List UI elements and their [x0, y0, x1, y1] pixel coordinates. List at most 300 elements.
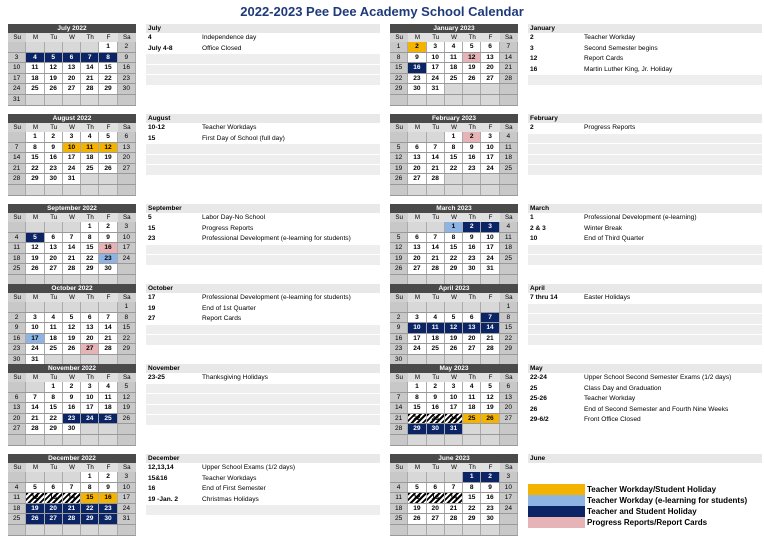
- day-cell: 28: [8, 174, 26, 184]
- day-cell: [481, 435, 499, 445]
- day-cell: [445, 174, 463, 184]
- day-cell: 9: [463, 143, 481, 153]
- day-cell: 12: [408, 493, 426, 503]
- day-cell: 24: [26, 344, 44, 354]
- month-calendar: [8, 284, 136, 366]
- month-calendar: [8, 24, 136, 106]
- day-cell: 8: [45, 393, 63, 403]
- day-cell: [500, 525, 518, 535]
- day-cell: [390, 95, 408, 105]
- day-cell: 23: [427, 414, 445, 424]
- weekday-label: Th: [468, 214, 476, 221]
- event-row-empty: [146, 505, 380, 516]
- weekday-label: Th: [86, 124, 94, 131]
- day-cell: [463, 174, 481, 184]
- day-cell: [99, 174, 117, 184]
- day-cell: 9: [99, 483, 117, 493]
- weekday-label: M: [32, 374, 38, 381]
- month-header: July 2022: [8, 24, 136, 33]
- day-cell: 1: [45, 382, 63, 392]
- event-row: [528, 394, 762, 405]
- day-cell: 23: [99, 504, 117, 514]
- event-row-empty: [528, 134, 762, 145]
- day-cell: 1: [463, 472, 481, 482]
- day-cell: 20: [427, 504, 445, 514]
- day-cell: 15: [81, 243, 99, 253]
- day-cell: [445, 95, 463, 105]
- day-cell: 9: [481, 483, 499, 493]
- week-row: [390, 143, 518, 154]
- weekday-label: F: [488, 214, 493, 221]
- day-cell: 15: [445, 243, 463, 253]
- day-cell: 10: [63, 143, 81, 153]
- day-cell: 22: [81, 254, 99, 264]
- day-cell: [8, 132, 26, 142]
- day-cell: 17: [445, 403, 463, 413]
- day-cell: [500, 185, 518, 195]
- event-row-empty: [528, 335, 762, 346]
- day-cell: 20: [63, 74, 81, 84]
- week-row: [8, 222, 136, 233]
- day-cell: [8, 42, 26, 52]
- day-cell: 2: [463, 132, 481, 142]
- day-cell: 6: [408, 233, 426, 243]
- day-cell: 13: [427, 493, 445, 503]
- events-month-header: September: [146, 204, 380, 213]
- week-row: [390, 95, 518, 106]
- day-cell: 25: [500, 164, 518, 174]
- day-cell: 4: [26, 53, 44, 63]
- events-month-header: February: [528, 114, 762, 123]
- weekday-header: [8, 123, 136, 132]
- day-cell: 28: [63, 264, 81, 274]
- legend-label: Teacher and Student Holiday: [587, 507, 697, 516]
- day-cell: [408, 95, 426, 105]
- event-row: [146, 234, 380, 245]
- weekday-label: F: [488, 374, 493, 381]
- day-cell: 19: [445, 334, 463, 344]
- day-cell: 29: [26, 174, 44, 184]
- day-cell: 18: [26, 74, 44, 84]
- day-cell: [45, 525, 63, 535]
- events-month-header: January: [528, 24, 762, 33]
- weekday-label: M: [32, 294, 38, 301]
- day-cell: 19: [463, 63, 481, 73]
- weekday-label: Sa: [500, 463, 518, 472]
- day-cell: 22: [463, 504, 481, 514]
- day-cell: 24: [408, 344, 426, 354]
- event-row-empty: [528, 304, 762, 315]
- day-cell: [390, 382, 408, 392]
- day-cell: 27: [481, 74, 499, 84]
- month-header: June 2023: [390, 454, 518, 463]
- month-header: November 2022: [8, 364, 136, 373]
- day-cell: 5: [118, 382, 136, 392]
- day-cell: 21: [445, 504, 463, 514]
- day-cell: 18: [390, 504, 408, 514]
- day-cell: [118, 95, 136, 105]
- event-date: 23: [148, 235, 156, 242]
- events-month-header: December: [146, 454, 380, 463]
- event-row-empty: [146, 325, 380, 336]
- weekday-label: Tu: [50, 294, 58, 301]
- legend-label: Teacher Workday (e-learning for students): [587, 496, 748, 505]
- day-cell: 30: [99, 264, 117, 274]
- day-cell: 30: [390, 355, 408, 365]
- weekday-label: W: [69, 34, 75, 41]
- day-cell: 2: [481, 472, 499, 482]
- day-cell: 14: [8, 153, 26, 163]
- day-cell: 6: [500, 382, 518, 392]
- weekday-label: W: [451, 374, 457, 381]
- weekday-label: Tu: [50, 124, 58, 131]
- day-cell: 28: [63, 514, 81, 524]
- day-cell: 11: [45, 323, 63, 333]
- events-panel: [146, 114, 380, 176]
- weekday-header: [8, 373, 136, 382]
- week-row: [8, 525, 136, 536]
- day-cell: [99, 95, 117, 105]
- event-row: [528, 213, 762, 224]
- event-row-empty: [528, 255, 762, 266]
- day-cell: 20: [81, 334, 99, 344]
- day-cell: [63, 95, 81, 105]
- day-cell: 14: [26, 403, 44, 413]
- day-cell: 25: [8, 514, 26, 524]
- day-cell: 13: [408, 153, 426, 163]
- day-cell: 11: [500, 233, 518, 243]
- day-cell: 25: [99, 414, 117, 424]
- day-cell: 23: [63, 414, 81, 424]
- day-cell: 18: [8, 254, 26, 264]
- week-row: [8, 393, 136, 404]
- week-row: [390, 435, 518, 446]
- day-cell: 7: [63, 233, 81, 243]
- weekday-label: Th: [468, 464, 476, 471]
- day-cell: 9: [463, 233, 481, 243]
- day-cell: 29: [45, 424, 63, 434]
- week-row: [8, 153, 136, 164]
- weekday-label: F: [106, 124, 111, 131]
- event-row: [528, 373, 762, 384]
- day-cell: 19: [481, 403, 499, 413]
- day-cell: [81, 424, 99, 434]
- day-cell: 7: [26, 393, 44, 403]
- day-cell: [45, 302, 63, 312]
- day-cell: [408, 132, 426, 142]
- day-cell: 13: [63, 63, 81, 73]
- day-cell: 24: [427, 74, 445, 84]
- legend-swatch: [528, 484, 585, 495]
- weekday-label: Sa: [500, 123, 518, 132]
- day-cell: [63, 185, 81, 195]
- day-cell: 18: [445, 63, 463, 73]
- week-row: [390, 153, 518, 164]
- event-text: Labor Day-No School: [202, 214, 266, 221]
- event-text: Progress Reports: [202, 224, 254, 232]
- event-row: [528, 293, 762, 304]
- day-cell: 23: [463, 164, 481, 174]
- day-cell: 22: [390, 74, 408, 84]
- day-cell: 16: [99, 493, 117, 503]
- day-cell: 23: [463, 254, 481, 264]
- week-row: [390, 472, 518, 483]
- day-cell: 6: [8, 393, 26, 403]
- event-row-empty: [146, 54, 380, 65]
- day-cell: [8, 222, 26, 232]
- day-cell: 22: [408, 414, 426, 424]
- day-cell: 20: [463, 334, 481, 344]
- day-cell: 4: [81, 132, 99, 142]
- week-row: [390, 233, 518, 244]
- event-row-empty: [528, 75, 762, 86]
- day-cell: [463, 185, 481, 195]
- day-cell: 3: [408, 313, 426, 323]
- day-cell: 30: [408, 84, 426, 94]
- day-cell: 19: [390, 164, 408, 174]
- day-cell: 8: [463, 483, 481, 493]
- day-cell: 20: [45, 504, 63, 514]
- event-date: 22-24: [530, 374, 547, 381]
- month-calendar: [390, 364, 518, 446]
- weekday-label: Su: [8, 373, 26, 382]
- day-cell: 11: [390, 493, 408, 503]
- day-cell: [481, 95, 499, 105]
- day-cell: [408, 222, 426, 232]
- day-cell: 26: [63, 344, 81, 354]
- day-cell: 15: [463, 493, 481, 503]
- day-cell: 26: [390, 264, 408, 274]
- day-cell: 5: [445, 313, 463, 323]
- week-row: [8, 424, 136, 435]
- events-month-header: November: [146, 364, 380, 373]
- event-text: Teacher Workdays: [202, 124, 257, 131]
- day-cell: 28: [81, 84, 99, 94]
- day-cell: 17: [481, 153, 499, 163]
- event-text: Teacher Workday: [584, 395, 636, 402]
- event-date: 15: [148, 224, 156, 232]
- day-cell: 17: [118, 243, 136, 253]
- day-cell: 5: [63, 313, 81, 323]
- day-cell: 16: [45, 153, 63, 163]
- day-cell: 14: [63, 493, 81, 503]
- day-cell: [26, 525, 44, 535]
- day-cell: 22: [45, 414, 63, 424]
- weekday-label: W: [451, 34, 457, 41]
- day-cell: 30: [63, 424, 81, 434]
- event-date: 15: [148, 134, 156, 142]
- day-cell: 26: [445, 344, 463, 354]
- event-row-empty: [146, 394, 380, 405]
- day-cell: 3: [26, 313, 44, 323]
- day-cell: 30: [8, 355, 26, 365]
- day-cell: 28: [427, 174, 445, 184]
- week-row: [8, 504, 136, 515]
- event-text: Report Cards: [584, 55, 624, 62]
- week-row: [8, 344, 136, 355]
- day-cell: 14: [390, 403, 408, 413]
- day-cell: 16: [463, 243, 481, 253]
- weekday-label: Tu: [432, 124, 440, 131]
- day-cell: 21: [99, 334, 117, 344]
- day-cell: 17: [26, 334, 44, 344]
- event-date: July 4-8: [148, 44, 173, 52]
- weekday-label: F: [106, 294, 111, 301]
- week-row: [390, 525, 518, 536]
- weekday-label: Sa: [500, 213, 518, 222]
- weekday-label: Su: [8, 213, 26, 222]
- event-row: [528, 405, 762, 416]
- day-cell: 19: [99, 153, 117, 163]
- day-cell: [118, 525, 136, 535]
- day-cell: [8, 382, 26, 392]
- day-cell: 17: [118, 493, 136, 503]
- day-cell: 26: [45, 84, 63, 94]
- event-date: 2: [530, 124, 534, 131]
- weekday-label: W: [451, 214, 457, 221]
- day-cell: 27: [8, 424, 26, 434]
- week-row: [8, 243, 136, 254]
- month-header: December 2022: [8, 454, 136, 463]
- day-cell: 24: [481, 254, 499, 264]
- week-row: [8, 132, 136, 143]
- day-cell: 14: [81, 63, 99, 73]
- events-panel: [146, 364, 380, 426]
- event-date: 7 thru 14: [530, 294, 558, 301]
- day-cell: [45, 472, 63, 482]
- event-text: Professional Development (e-learning for students): [202, 294, 351, 301]
- event-row-empty: [528, 314, 762, 325]
- day-cell: [81, 42, 99, 52]
- day-cell: [99, 435, 117, 445]
- day-cell: 21: [500, 63, 518, 73]
- day-cell: 1: [99, 42, 117, 52]
- day-cell: 29: [445, 264, 463, 274]
- day-cell: 3: [445, 382, 463, 392]
- day-cell: [45, 435, 63, 445]
- event-row-empty: [146, 245, 380, 256]
- event-date: 27: [148, 315, 156, 322]
- event-text: Professional Development (e-learning for students): [202, 235, 351, 242]
- day-cell: [26, 435, 44, 445]
- event-row: [146, 224, 380, 235]
- week-row: [390, 264, 518, 275]
- day-cell: 21: [427, 164, 445, 174]
- day-cell: 31: [481, 264, 499, 274]
- day-cell: 22: [81, 504, 99, 514]
- day-cell: [63, 472, 81, 482]
- day-cell: 2: [390, 313, 408, 323]
- day-cell: 3: [118, 222, 136, 232]
- week-row: [390, 243, 518, 254]
- event-row-empty: [146, 384, 380, 395]
- day-cell: [445, 185, 463, 195]
- events-panel: [146, 24, 380, 86]
- day-cell: 29: [500, 344, 518, 354]
- day-cell: 20: [500, 403, 518, 413]
- day-cell: 12: [99, 143, 117, 153]
- day-cell: 18: [81, 153, 99, 163]
- event-date: 25-26: [530, 395, 547, 402]
- day-cell: 30: [118, 84, 136, 94]
- day-cell: 26: [481, 414, 499, 424]
- day-cell: 6: [118, 132, 136, 142]
- day-cell: 3: [427, 42, 445, 52]
- event-date: 19 -Jan. 2: [148, 495, 179, 503]
- event-date: 10: [530, 235, 538, 242]
- week-row: [390, 344, 518, 355]
- day-cell: [99, 185, 117, 195]
- day-cell: 20: [45, 254, 63, 264]
- weekday-label: M: [32, 124, 38, 131]
- event-text: Teacher Workday: [584, 34, 636, 41]
- day-cell: 29: [390, 84, 408, 94]
- day-cell: 12: [390, 243, 408, 253]
- day-cell: 13: [118, 143, 136, 153]
- day-cell: 24: [8, 84, 26, 94]
- event-text: Class Day and Graduation: [584, 384, 662, 392]
- day-cell: [390, 222, 408, 232]
- day-cell: 16: [481, 493, 499, 503]
- month-calendar: [8, 454, 136, 536]
- day-cell: 4: [99, 382, 117, 392]
- day-cell: [427, 95, 445, 105]
- event-text: Martin Luther King, Jr. Holiday: [584, 65, 673, 73]
- event-row: [146, 304, 380, 315]
- day-cell: [445, 472, 463, 482]
- day-cell: [427, 185, 445, 195]
- event-date: 16: [148, 485, 156, 492]
- day-cell: 25: [445, 74, 463, 84]
- event-date: 1: [530, 214, 534, 221]
- day-cell: [500, 95, 518, 105]
- week-row: [8, 403, 136, 414]
- day-cell: 6: [408, 143, 426, 153]
- day-cell: 19: [26, 504, 44, 514]
- weekday-label: Tu: [50, 214, 58, 221]
- week-row: [8, 435, 136, 446]
- week-row: [8, 185, 136, 196]
- month-calendar: [8, 364, 136, 446]
- day-cell: [81, 95, 99, 105]
- day-cell: [481, 84, 499, 94]
- day-cell: 11: [8, 493, 26, 503]
- day-cell: 13: [45, 493, 63, 503]
- day-cell: 17: [408, 334, 426, 344]
- events-month-header: March: [528, 204, 762, 213]
- weekday-label: F: [106, 214, 111, 221]
- month-calendar: [8, 114, 136, 196]
- week-row: [390, 313, 518, 324]
- day-cell: 26: [118, 414, 136, 424]
- day-cell: 12: [390, 153, 408, 163]
- events-month-header: August: [146, 114, 380, 123]
- weekday-label: Tu: [50, 34, 58, 41]
- week-row: [8, 53, 136, 64]
- weekday-label: Th: [86, 464, 94, 471]
- weekday-label: M: [414, 374, 420, 381]
- event-row: [146, 213, 380, 224]
- weekday-label: Su: [390, 373, 408, 382]
- event-text: End of Second Semester and Fourth Nine Weeks: [584, 405, 729, 413]
- day-cell: 21: [390, 414, 408, 424]
- month-calendar: [390, 454, 518, 536]
- day-cell: 20: [118, 153, 136, 163]
- week-row: [390, 174, 518, 185]
- day-cell: 14: [427, 153, 445, 163]
- day-cell: 4: [445, 42, 463, 52]
- day-cell: [63, 302, 81, 312]
